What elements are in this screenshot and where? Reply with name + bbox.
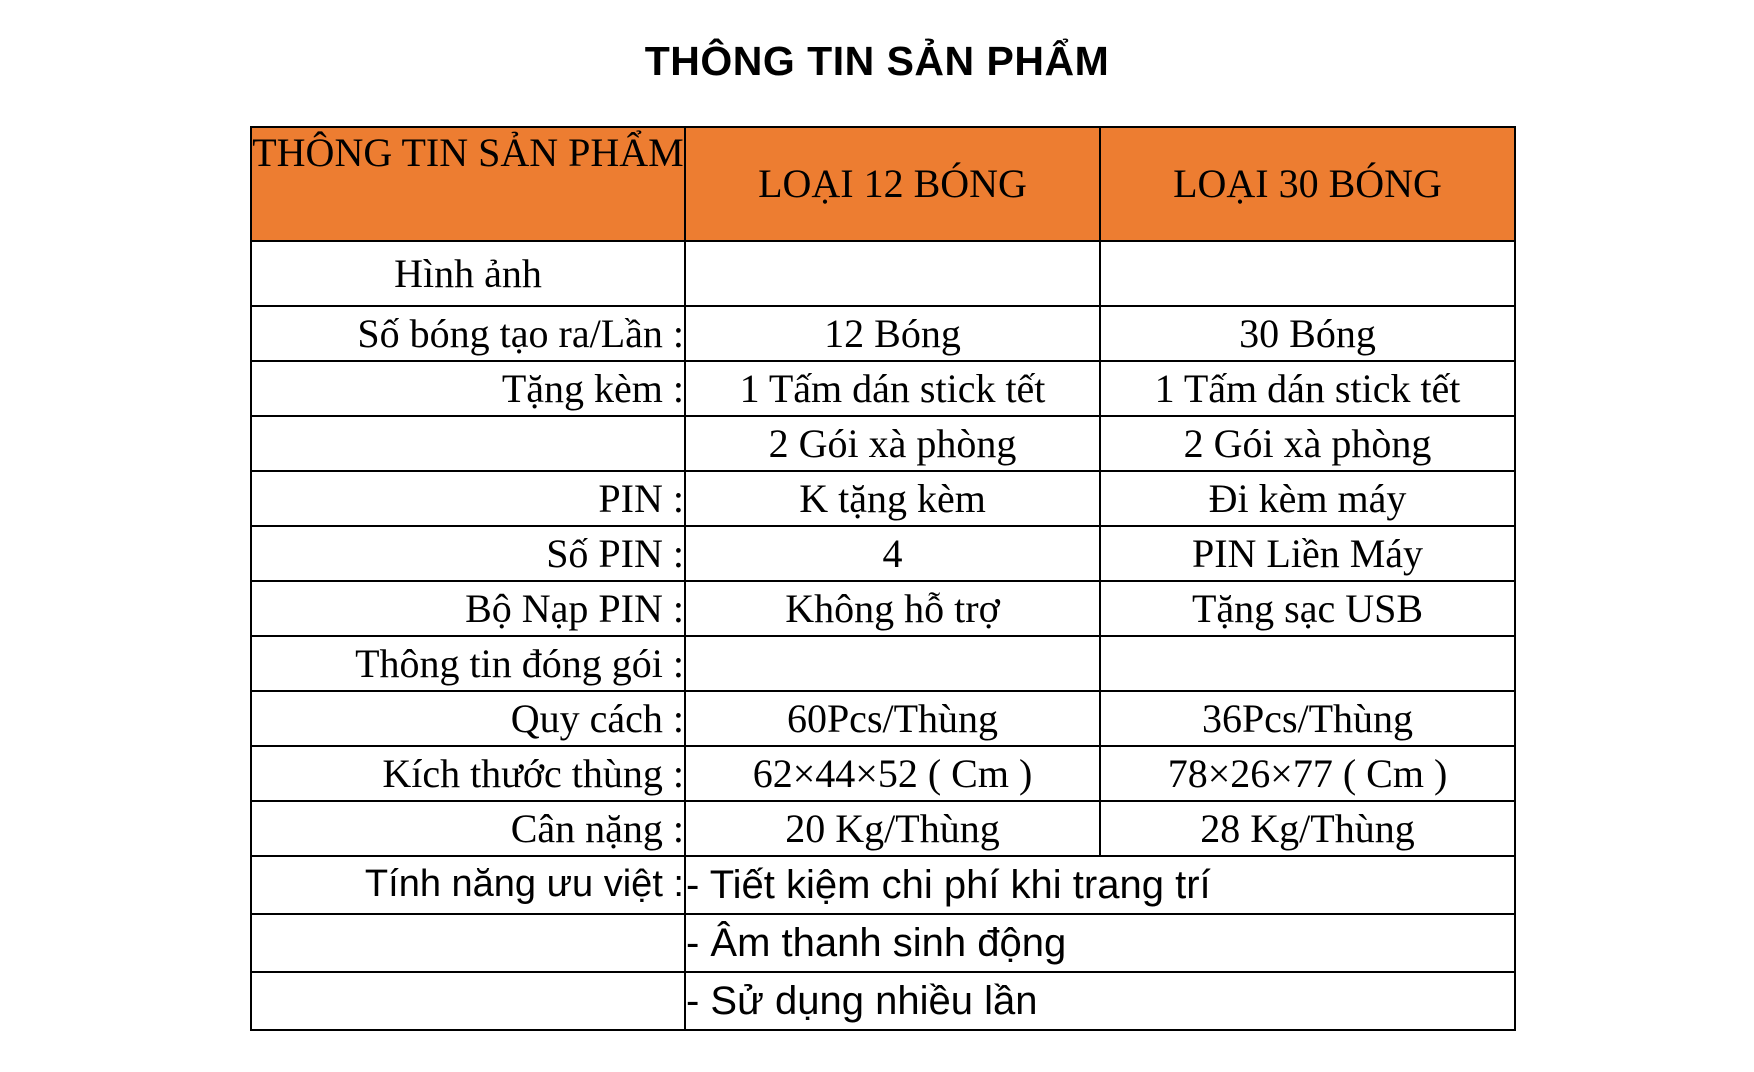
feature-item: - Tiết kiệm chi phí khi trang trí [685, 856, 1515, 914]
cell-30-balls: 78×26×77 ( Cm ) [1100, 746, 1515, 801]
row-label [251, 416, 685, 471]
cell-12-balls [685, 636, 1100, 691]
table-row [251, 526, 1515, 581]
header-30-balls: LOẠI 30 BÓNG [1100, 127, 1515, 241]
cell-12-balls [685, 241, 1100, 306]
cell-12-balls: 62×44×52 ( Cm ) [685, 746, 1100, 801]
cell-30-balls [1100, 636, 1515, 691]
table-row-image [251, 241, 1515, 306]
cell-12-balls: Không hỗ trợ [685, 581, 1100, 636]
row-label: Quy cách : [251, 691, 685, 746]
table-row [251, 306, 1515, 361]
header-product-info: THÔNG TIN SẢN PHẨM [251, 127, 685, 241]
feature-item: - Sử dụng nhiều lần [685, 972, 1515, 1030]
cell-12-balls: 4 [685, 526, 1100, 581]
row-label: Bộ Nạp PIN : [251, 581, 685, 636]
row-label: Cân nặng : [251, 801, 685, 856]
feature-row [251, 972, 1515, 1030]
row-label: Hình ảnh [251, 241, 685, 306]
table-row [251, 746, 1515, 801]
table-row [251, 801, 1515, 856]
product-spec-table [250, 126, 1516, 1031]
cell-30-balls: Đi kèm máy [1100, 471, 1515, 526]
cell-30-balls: 1 Tấm dán stick tết [1100, 361, 1515, 416]
row-label: Tặng kèm : [251, 361, 685, 416]
cell-12-balls: 2 Gói xà phòng [685, 416, 1100, 471]
empty-label [251, 972, 685, 1030]
header-12-balls: LOẠI 12 BÓNG [685, 127, 1100, 241]
row-label: Kích thước thùng : [251, 746, 685, 801]
empty-label [251, 914, 685, 972]
feature-item: - Âm thanh sinh động [685, 914, 1515, 972]
cell-30-balls: 36Pcs/Thùng [1100, 691, 1515, 746]
row-label: Thông tin đóng gói : [251, 636, 685, 691]
row-label: PIN : [251, 471, 685, 526]
row-label: Số PIN : [251, 526, 685, 581]
table-row [251, 471, 1515, 526]
cell-30-balls [1100, 241, 1515, 306]
features-label: Tính năng ưu việt : [251, 856, 685, 914]
cell-12-balls: 20 Kg/Thùng [685, 801, 1100, 856]
cell-12-balls: 12 Bóng [685, 306, 1100, 361]
page-title: THÔNG TIN SẢN PHẨM [644, 38, 1110, 84]
cell-30-balls: PIN Liền Máy [1100, 526, 1515, 581]
table-row [251, 636, 1515, 691]
cell-12-balls: K tặng kèm [685, 471, 1100, 526]
cell-12-balls: 60Pcs/Thùng [685, 691, 1100, 746]
table-header-row [251, 127, 1515, 241]
table-row [251, 691, 1515, 746]
table-row [251, 416, 1515, 471]
cell-30-balls: Tặng sạc USB [1100, 581, 1515, 636]
cell-30-balls: 30 Bóng [1100, 306, 1515, 361]
table-row [251, 581, 1515, 636]
cell-30-balls: 2 Gói xà phòng [1100, 416, 1515, 471]
cell-30-balls: 28 Kg/Thùng [1100, 801, 1515, 856]
table-row [251, 361, 1515, 416]
feature-row [251, 856, 1515, 914]
row-label: Số bóng tạo ra/Lần : [251, 306, 685, 361]
cell-12-balls: 1 Tấm dán stick tết [685, 361, 1100, 416]
feature-row [251, 914, 1515, 972]
